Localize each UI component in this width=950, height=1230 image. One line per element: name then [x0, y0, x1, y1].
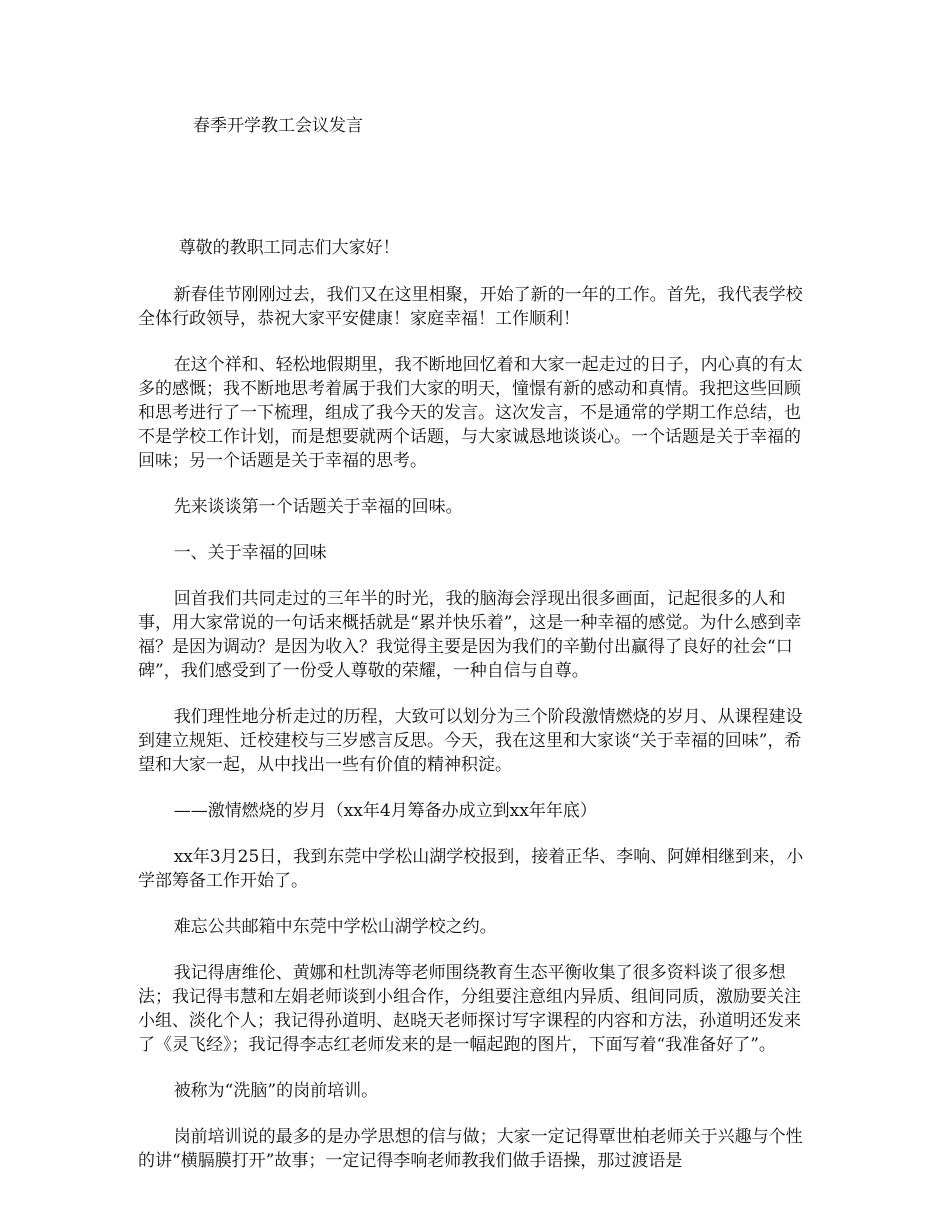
- document-title: 春季开学教工会议发言: [193, 116, 363, 136]
- document-body: [138, 236, 814, 1195]
- paragraph: xx年3月25日，我到东莞中学松山湖学校报到，接着正华、李响、阿婵相继到来，小学部筹备工作开始了。: [138, 847, 804, 891]
- paragraph: 我记得唐维伦、黄娜和杜凯涛等老师围绕教育生态平衡收集了很多资料谈了很多想法；我记得韦慧和左娟老师谈到小组合作，分组要注意组内异质、组间同质，激励要关注小组、淡化个人；我记得孙道明、赵晓天老师探讨写字课程的内容和方法，孙道明还发来了《灵飞经》；我记得李志红老师发来的是一幅起跑的图片，下面写着“我准备好了”。: [138, 963, 801, 1055]
- paragraph: 我们理性地分析走过的历程，大致可以划分为三个阶段激情燃烧的岁月、从课程建设到建立规矩、迁校建校与三岁感言反思。今天，我在这里和大家谈“关于幸福的回味”，希望和大家一起，从中找出一些有价值的精神积淀。: [138, 707, 803, 775]
- paragraph: 先来谈谈第一个话题关于幸福的回味。: [173, 497, 463, 517]
- paragraph: 难忘公共邮箱中东莞中学松山湖学校之约。: [173, 917, 497, 937]
- paragraph: 在这个祥和、轻松地假期里，我不断地回忆着和大家一起走过的日子，内心真的有太多的感慨；我不断地思考着属于我们大家的明天，憧憬有新的感动和真情。我把这些回顾和思考进行了一下梳理，组成了我今天的发言。这次发言，不是通常的学期工作总结，也不是学校工作计划，而是想要就两个话题，与大家诚恳地谈谈心。一个话题是关于幸福的回味；另一个话题是关于幸福的思考。: [138, 355, 803, 471]
- subsection-heading: ——激情燃烧的岁月（xx年4月筹备办成立到xx年年底）: [173, 801, 597, 821]
- paragraph: 回首我们共同走过的三年半的时光，我的脑海会浮现出很多画面，记起很多的人和事，用大家常说的一句话来概括就是“累并快乐着”，这是一种幸福的感觉。为什么感到幸福？是因为调动？是因为收入？我觉得主要是因为我们的辛勤付出赢得了良好的社会“口碑”，我们感受到了一份受人尊敬的荣耀，一种自信与自尊。: [138, 589, 802, 681]
- greeting-line: 尊敬的教职工同志们大家好！: [178, 238, 400, 258]
- paragraph: 岗前培训说的最多的是办学思想的信与做；大家一定记得覃世柏老师关于兴趣与个性的讲“横膈膜打开”故事；一定记得李响老师教我们做手语操，那过渡语是: [138, 1127, 803, 1171]
- paragraph: 被称为“洗脑”的岗前培训。: [173, 1081, 379, 1101]
- section-heading: 一、关于幸福的回味: [173, 543, 327, 563]
- paragraph: 新春佳节刚刚过去，我们又在这里相聚，开始了新的一年的工作。首先，我代表学校全体行政领导，恭祝大家平安健康！家庭幸福！工作顺利！: [138, 285, 803, 329]
